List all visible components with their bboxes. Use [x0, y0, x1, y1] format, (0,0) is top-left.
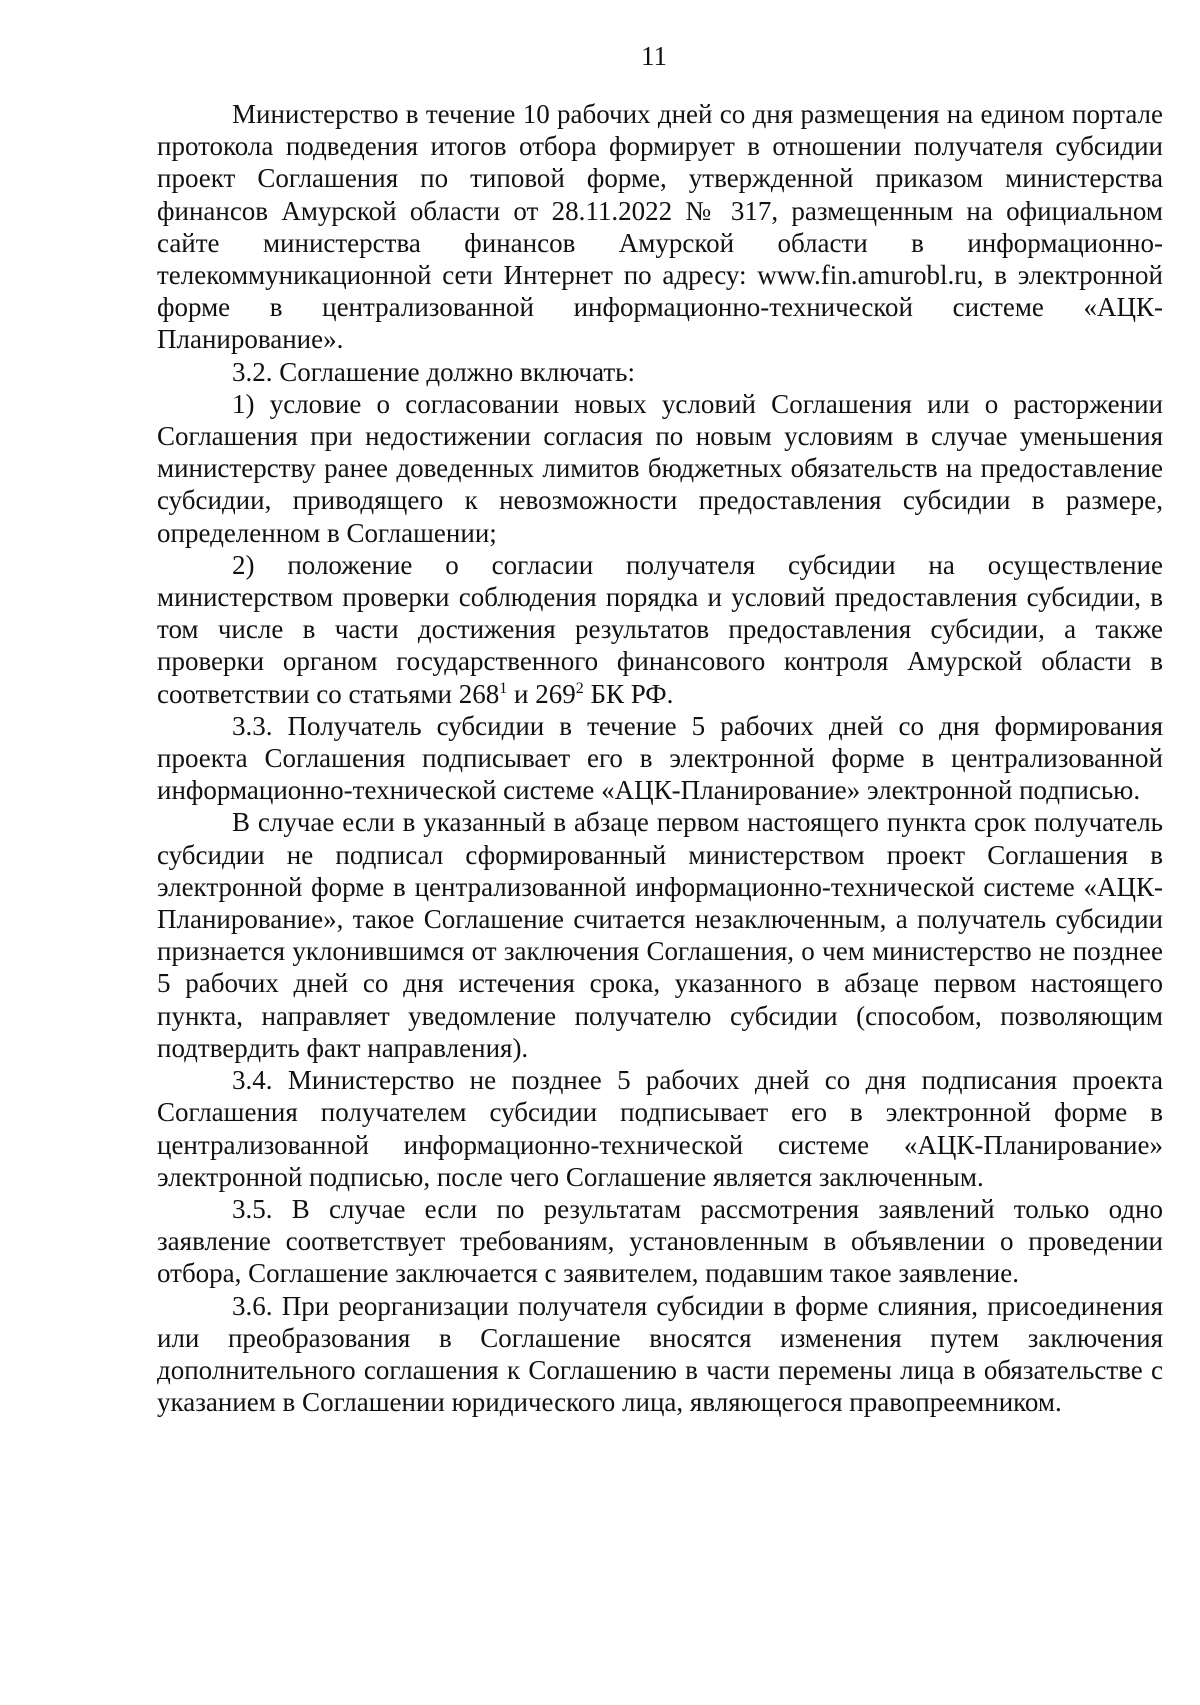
item-2-text-end: БК РФ. [583, 678, 674, 709]
superscript-1: 1 [499, 679, 508, 697]
paragraph-3-5: 3.5. В случае если по результатам рассмотрения заявлений только одно заявление соответствует требованиям, установленным в объявлении о проведении отбора, Соглашение заключается с заявителем, подавшим такое заявление. [157, 1193, 1163, 1289]
paragraph-3-2: 3.2. Соглашение должно включать: [232, 356, 635, 387]
paragraph-3-3: 3.3. Получатель субсидии в течение 5 рабочих дней со дня формирования проекта Соглашения подписывает его в электронной форме в централизованной информационно-технической системе «АЦК-Планирование» электронной подписью. [157, 710, 1163, 806]
item-2-text-middle: и 269 [507, 678, 576, 709]
paragraph-agreement-drafting: Министерство в течение 10 рабочих дней со дня размещения на едином портале протокола подведения итогов отбора формирует в отношении получателя субсидии проект Соглашения по типовой форме, утвержденной приказом министерства финансов Амурской области от 28.11.2022 № 317, размещенным на официальном сайте министерства финансов Амурской области в информационно-телекоммуникационной сети Интернет по адресу: www.fin.amurobl.ru, в электронной форме в централизованной информационно-технической системе «АЦК-Планирование». [157, 99, 1163, 355]
page-number: 11 [641, 41, 667, 71]
paragraph-3-2-item-2 [157, 549, 1163, 710]
paragraph-3-2-item-1: 1) условие о согласовании новых условий Соглашения или о расторжении Соглашения при недостижении согласия по новым условиям в случае уменьшения министерству ранее доведенных лимитов бюджетных обязательств на предоставление субсидии, приводящего к невозможности предоставления субсидии в размере, определенном в Соглашении; [157, 388, 1163, 548]
superscript-2: 2 [575, 679, 584, 697]
item-2-text: 2) положение о согласии получателя субсидии на осуществление министерством проверки соблюдения порядка и условий предоставления субсидии, в том числе в части достижения результатов предоставления субсидии, а также проверки органом государственного финансового контроля Амурской области в соответствии со статьями 268 [157, 549, 1163, 709]
paragraph-3-6: 3.6. При реорганизации получателя субсидии в форме слияния, присоединения или преобразования в Соглашение вносятся изменения путем заключения дополнительного соглашения к Соглашению в части перемены лица в обязательстве с указанием в Соглашении юридического лица, являющегося правопреемником. [157, 1290, 1163, 1418]
document-body [157, 98, 1163, 1418]
paragraph-3-3-refusal: В случае если в указанный в абзаце первом настоящего пункта срок получатель субсидии не подписал сформированный министерством проект Соглашения в электронной форме в централизованной информационно-технической системе «АЦК-Планирование», такое Соглашение считается незаключенным, а получатель субсидии признается уклонившимся от заключения Соглашения, о чем министерство не позднее 5 рабочих дней со дня истечения срока, указанного в абзаце первом настоящего пункта, направляет уведомление получателю субсидии (способом, позволяющим подтвердить факт направления). [157, 807, 1163, 1063]
paragraph-3-4: 3.4. Министерство не позднее 5 рабочих дней со дня подписания проекта Соглашения получателем субсидии подписывает его в электронной форме в централизованной информационно-технической системе «АЦК-Планирование» электронной подписью, после чего Соглашение является заключенным. [157, 1065, 1163, 1192]
